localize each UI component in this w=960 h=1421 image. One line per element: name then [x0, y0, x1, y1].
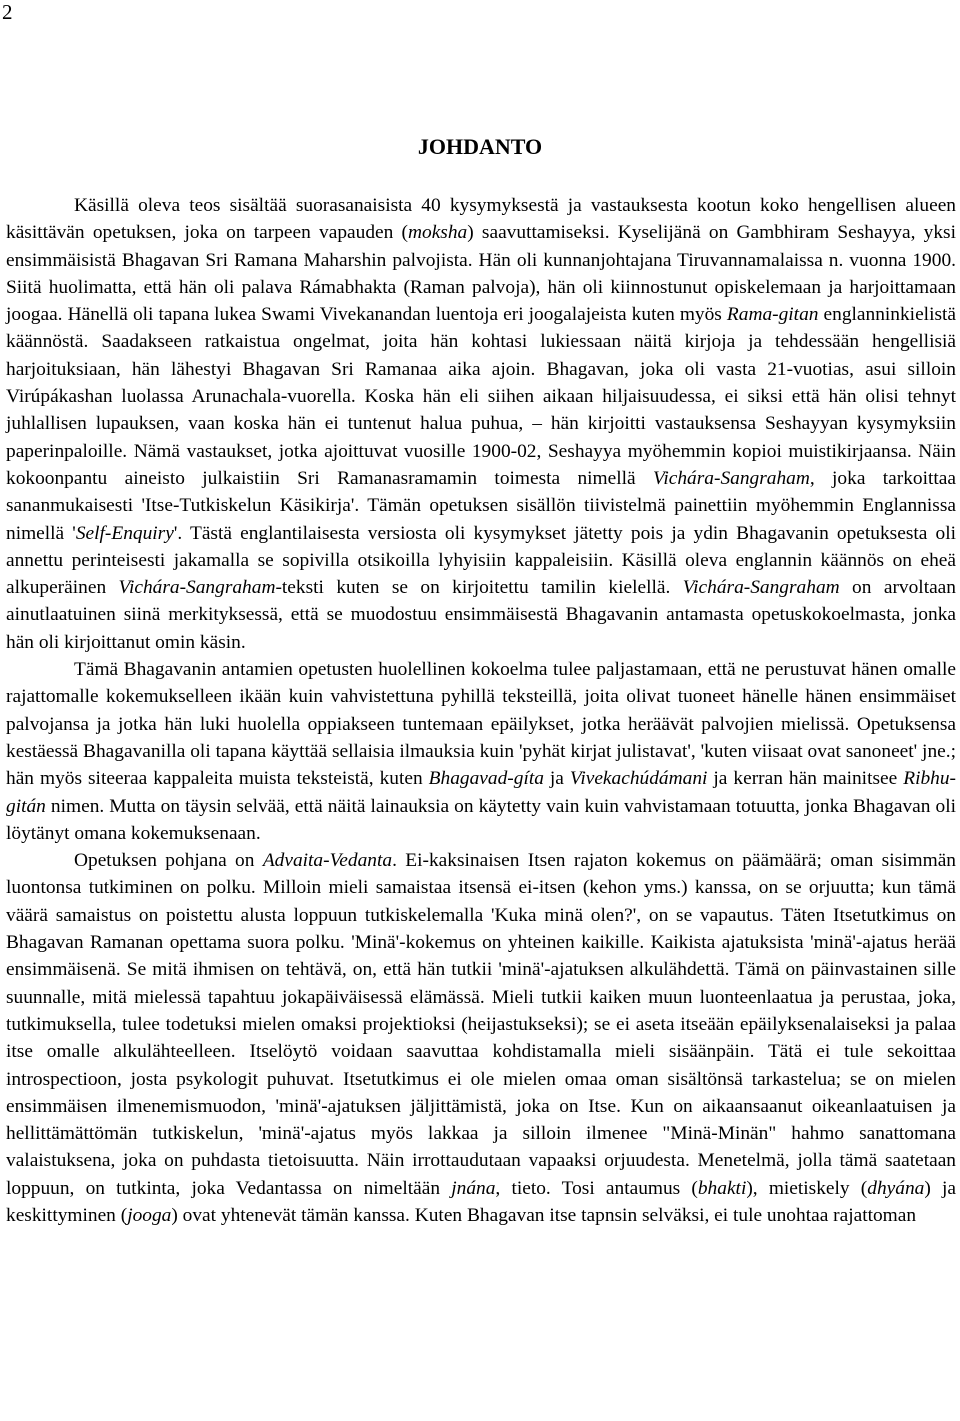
paragraph — [6, 847, 956, 1229]
italic-term: Advaita-Vedanta — [262, 850, 393, 872]
italic-term: Vichára-Sangraham — [682, 577, 840, 599]
text-segment: '. Tästä englantilaisesta versiosta oli kysymykset jätetty pois ja ydin Bhagavanin opetuksesta oli annettu perinteisesti jakamalla se sopivilla otsikoilla lyhyisiin kappaleisiin. Käsillä oleva englannin käännös on eheä alkuperäinen — [6, 522, 956, 599]
document-body — [6, 192, 956, 1229]
text-segment: ja kerran hän mainitsee — [707, 768, 904, 790]
text-segment: ) ovat yhtenevät tämän kanssa. Kuten Bhagavan itse tapnsin selväksi, ei tule unohtaa rajattoman — [171, 1204, 917, 1226]
italic-term: Vichára-Sangraham — [652, 467, 810, 489]
page-title: JOHDANTO — [417, 134, 543, 159]
text-segment: ) saavuttamiseksi. Kyselijänä on Gambhiram Seshayya, yksi ensimmäisistä Bhagavan Sri Ramana Maharshin palvojista. Hän oli kunnanjohtajana Tiruvannamalaissa n. vuonna 1900. Siitä huolimatta, että hän oli palava Rámabhakta (Raman palvoja), hän oli kiinnostunut opiskelemaan ja harjoittamaan joogaa. Hänellä oli tapana lukea Swami Vivekanandan luentoja eri joogalajeista kuten myös — [6, 222, 956, 326]
text-segment: , joka tarkoittaa sananmukaisesti 'Itse-Tutkiskelun Käsikirja'. Tämän opetuksen sisällön tiivistelmä painettiin myöhemmin Englannissa nimellä ' — [6, 467, 956, 544]
italic-term: Ribhu-gitán — [6, 768, 956, 817]
text-segment: ), mietiskely ( — [746, 1177, 868, 1199]
paragraph — [6, 656, 956, 847]
italic-term: Self-Enquiry — [75, 522, 174, 544]
page-number: 2 — [2, 0, 13, 24]
text-segment: ) ja keskittyminen ( — [6, 1177, 956, 1226]
text-segment: , tieto. Tosi antaumus ( — [495, 1177, 698, 1199]
italic-term: Bhagavad-gíta — [428, 768, 544, 790]
text-segment: Tämä Bhagavanin antamien opetusten huolellinen kokoelma tulee paljastamaan, että ne perustuvat hänen omalle rajattomalle kokemukselleen ikään kuin vahvistettuna pyhillä teksteillä, joita olivat tuoneet hänelle hänen ensimmäiset palvojansa ja jotka hän luki huolella oppiakseen tuntemaan epäilykset, jotka heräävät palvojien mielissä. Opetuksensa kestäessä Bhagavanilla oli tapana käyttää sellaisia ilmauksia kuin 'pyhät kirjat julistavat', 'kuten viisaat ovat sanoneet' jne.; hän myös siteeraa kappaleita muista teksteistä, kuten — [6, 659, 956, 790]
italic-term: dhyána — [867, 1177, 925, 1199]
italic-term: Vivekachúdámani — [569, 768, 708, 790]
text-segment: -teksti kuten se on kirjoitettu tamilin kielellä. — [275, 577, 683, 599]
text-segment: Opetuksen pohjana on — [74, 850, 263, 872]
italic-term: jnána — [451, 1177, 496, 1199]
italic-term: jooga — [127, 1204, 172, 1226]
italic-term: Vichára-Sangraham — [118, 577, 276, 599]
text-segment: englanninkielistä käännöstä. Saadakseen ratkaistua ongelmat, joita hän kohtasi lukiessaan näitä kirjoja ja tehdessään hengellisiä harjoituksiaan, hän lähestyi Bhagavan Sri Ramanaa aika ajoin. Bhagavan, joka oli vasta 21-vuotias, asui silloin Virúpákashan luolassa Arunachala-vuorella. Koska hän eli siihen aikaan hiljaisuudessa, ei siksi että hän olisi tehnyt juhlallisen lupauksen, vaan koska hän ei tuntenut halua puhua, – hän kirjoitti vastauksensa Seshayyan kysymyksiin paperinpaloille. Nämä vastaukset, jotka ajoittuvat vuosille 1900-02, Seshayya myöhemmin kopioi muistikirjaansa. Näin kokoonpantu aineisto julkaistiin Sri Ramanasramamin toimesta nimellä — [6, 304, 956, 489]
text-segment: on arvoltaan ainutlaatuinen siinä merkityksessä, että se muodostuu ensimmäisestä Bhagavanin antamasta opetuskokoelmasta, jonka hän oli kirjoittanut omin käsin. — [6, 577, 956, 653]
paragraph — [6, 192, 956, 656]
italic-term: Rama-gitan — [726, 304, 819, 326]
italic-term: bhakti — [697, 1177, 747, 1199]
text-segment: nimen. Mutta on täysin selvää, että näitä lainauksia on käytetty vain kuin vahvistamaan totuutta, jonka Bhagavan oli löytänyt omana kokemuksenaan. — [6, 795, 956, 844]
italic-term: moksha — [408, 222, 468, 244]
text-segment: . Ei-kaksinaisen Itsen rajaton kokemus on päämäärä; oman sisimmän luontonsa tutkiminen on polku. Milloin mieli samaistaa itsensä ei-itsen (kehon yms.) kanssa, on se orjuutta; kun tämä väärä samaistus on poistettu alusta loppuun tutkiskelemalla 'Kuka minä olen?', on se vapautus. Täten Itsetutkimus on Bhagavan Ramanan opettama suora polku. 'Minä'-kokemus on yhteinen kaikille. Kaikista ajatuksista 'minä'-ajatus herää ensimmäisenä. Se mitä ihmisen on tehtävä, on, että hän tutkii 'minä'-ajatuksen alkulähdettä. Tämä on päinvastainen sille suunnalle, mitä mielessä tapahtuu jokapäiväisessä elämässä. Mieli tutkii kaiken muun luonteenlaatua ja perustaa, joka, tutkimuksella, tulee todetuksi mielen omaksi projektioksi (heijastukseksi); se ei aseta itseään epäilyksenalaiseksi ja palaa itse omalle alkulähteelleen. Itselöytö voidaan saavuttaa kohdistamalla mieli sisäänpäin. Tätä ei tule sekoittaa introspectioon, josta psykologit puhuvat. Itsetutkimus ei ole mielen omaa oman sisältönsä tarkastelua; se on mielen ensimmäisen ilmenemismuodon, 'minä'-ajatuksen jäljittämistä, joka on Itse. Kun on aikaansaanut oikeanlaatuisen ja hellittämättömän tutkiskelun, 'minä'-ajatus myös lakkaa ja silloin ilmenee "Minä-Minän" hahmo sanattomana valaistuksena, joka on puhdasta tietoisuutta. Näin irrottaudutaan vapaaksi orjuudesta. Menetelmä, jolla tämä saatetaan loppuun, on tutkinta, joka Vedantassa on nimeltään — [6, 850, 956, 1199]
text-segment: ja — [543, 768, 570, 790]
text-segment: Käsillä oleva teos sisältää suorasanaisista 40 kysymyksestä ja vastauksesta kootun koko hengellisen alueen käsittävän opetuksen, joka on tarpeen vapauden ( — [6, 195, 956, 244]
